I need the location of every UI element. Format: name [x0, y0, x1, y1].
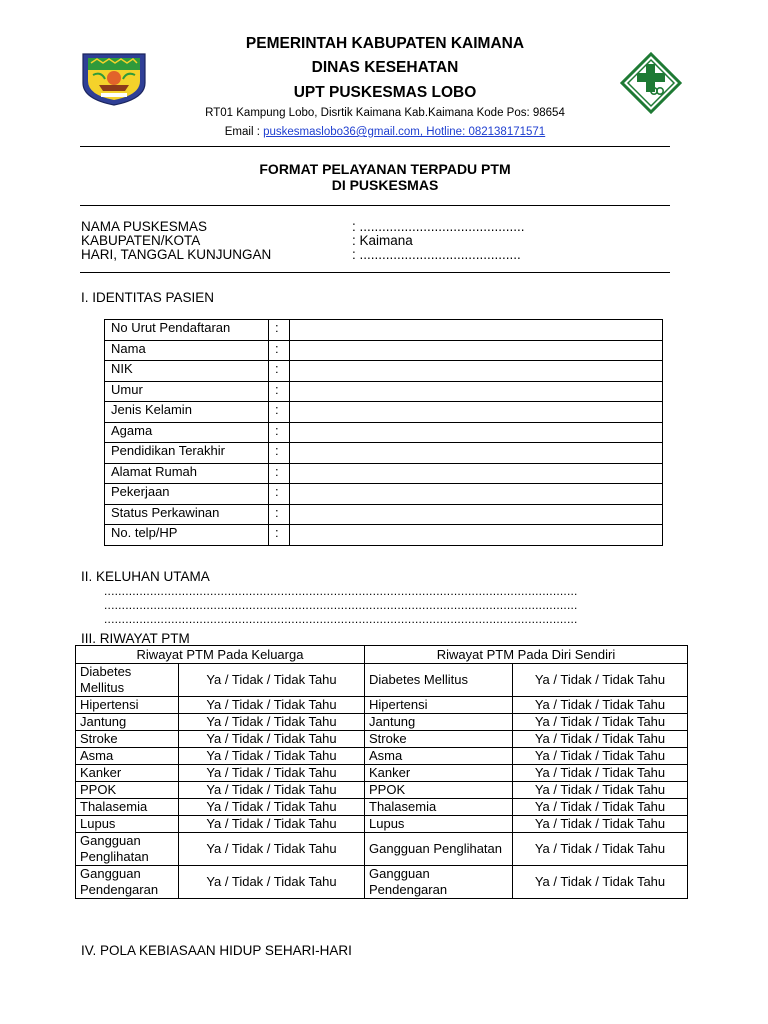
ptm-row [76, 748, 688, 765]
ptm-family-disease: Stroke [76, 731, 179, 748]
identity-separator: : [269, 320, 290, 341]
identity-row [105, 463, 663, 484]
ptm-self-answer[interactable]: Ya / Tidak / Tidak Tahu [513, 799, 688, 816]
identity-separator: : [269, 463, 290, 484]
identity-field-label: Pendidikan Terakhir [105, 443, 269, 464]
identity-field-input[interactable] [290, 402, 663, 423]
ptm-self-answer[interactable]: Ya / Tidak / Tidak Tahu [513, 748, 688, 765]
ptm-self-answer[interactable]: Ya / Tidak / Tidak Tahu [513, 664, 688, 697]
identity-row [105, 381, 663, 402]
header-contact [150, 126, 620, 138]
identity-field-input[interactable] [290, 381, 663, 402]
ptm-family-answer[interactable]: Ya / Tidak / Tidak Tahu [179, 748, 365, 765]
ptm-family-answer[interactable]: Ya / Tidak / Tidak Tahu [179, 816, 365, 833]
ptm-row [76, 664, 688, 697]
identity-field-label: No Urut Pendaftaran [105, 320, 269, 341]
title-divider [80, 205, 670, 206]
ptm-header-self: Riwayat PTM Pada Diri Sendiri [365, 646, 688, 664]
form-title-line2: DI PUSKESMAS [331, 177, 439, 193]
ptm-self-answer[interactable]: Ya / Tidak / Tidak Tahu [513, 816, 688, 833]
ptm-self-answer[interactable]: Ya / Tidak / Tidak Tahu [513, 765, 688, 782]
identity-separator: : [269, 504, 290, 525]
info-value-puskesmas[interactable]: : ............................................ [352, 219, 525, 234]
ptm-self-disease: Gangguan Pendengaran [365, 866, 513, 899]
info-label-tanggal: HARI, TANGGAL KUNJUNGAN [81, 247, 272, 262]
puskesmas-logo [620, 52, 682, 114]
identity-field-input[interactable] [290, 504, 663, 525]
section-identitas-title: I. IDENTITAS PASIEN [81, 290, 215, 305]
ptm-row [76, 782, 688, 799]
ptm-self-answer[interactable]: Ya / Tidak / Tidak Tahu [513, 782, 688, 799]
ptm-self-disease: Kanker [365, 765, 513, 782]
ptm-row [76, 799, 688, 816]
info-divider [80, 272, 670, 273]
ptm-family-disease: Kanker [76, 765, 179, 782]
keluhan-line-3[interactable]: ...................................................................................................................................... [104, 612, 578, 626]
ptm-self-disease: Thalasemia [365, 799, 513, 816]
identity-field-label: Status Perkawinan [105, 504, 269, 525]
identity-field-input[interactable] [290, 484, 663, 505]
identity-separator: : [269, 361, 290, 382]
ptm-family-disease: PPOK [76, 782, 179, 799]
ptm-self-answer[interactable]: Ya / Tidak / Tidak Tahu [513, 866, 688, 899]
identity-separator: : [269, 484, 290, 505]
kaimana-emblem-logo [79, 51, 149, 106]
ptm-family-disease: Gangguan Pendengaran [76, 866, 179, 899]
identity-separator: : [269, 525, 290, 546]
identity-row [105, 504, 663, 525]
header-puskesmas: UPT PUSKESMAS LOBO [293, 84, 477, 101]
identity-separator: : [269, 340, 290, 361]
ptm-self-disease: Gangguan Penglihatan [365, 833, 513, 866]
ptm-family-answer[interactable]: Ya / Tidak / Tidak Tahu [179, 866, 365, 899]
ptm-family-disease: Gangguan Penglihatan [76, 833, 179, 866]
identity-row [105, 361, 663, 382]
form-title-line1: FORMAT PELAYANAN TERPADU PTM [259, 161, 511, 177]
identity-row [105, 422, 663, 443]
ptm-family-disease: Diabetes Mellitus [76, 664, 179, 697]
ptm-family-disease: Asma [76, 748, 179, 765]
ptm-self-answer[interactable]: Ya / Tidak / Tidak Tahu [513, 731, 688, 748]
ptm-family-disease: Jantung [76, 714, 179, 731]
identity-field-label: Jenis Kelamin [105, 402, 269, 423]
email-label: Email : [224, 126, 264, 138]
ptm-family-disease: Thalasemia [76, 799, 179, 816]
ptm-self-disease: Asma [365, 748, 513, 765]
ptm-family-answer[interactable]: Ya / Tidak / Tidak Tahu [179, 833, 365, 866]
info-value-kabupaten[interactable]: : Kaimana [352, 233, 413, 248]
ptm-row [76, 765, 688, 782]
info-value-tanggal[interactable]: : ........................................... [352, 247, 521, 262]
keluhan-line-1[interactable]: ...................................................................................................................................... [104, 584, 578, 598]
info-label-puskesmas: NAMA PUSKESMAS [81, 219, 208, 234]
header-address: RT01 Kampung Lobo, Disrtik Kaimana Kab.Kaimana Kode Pos: 98654 [205, 107, 565, 119]
section-keluhan-title: II. KELUHAN UTAMA [81, 569, 210, 584]
ptm-row [76, 816, 688, 833]
ptm-family-answer[interactable]: Ya / Tidak / Tidak Tahu [179, 765, 365, 782]
ptm-self-answer[interactable]: Ya / Tidak / Tidak Tahu [513, 697, 688, 714]
section-pola-title: IV. POLA KEBIASAAN HIDUP SEHARI-HARI [81, 943, 352, 958]
email-link[interactable]: puskesmaslobo36@gmail.com, Hotline: 082138171571 [263, 126, 546, 138]
ptm-self-disease: Diabetes Mellitus [365, 664, 513, 697]
ptm-header-family: Riwayat PTM Pada Keluarga [76, 646, 365, 664]
identity-separator: : [269, 443, 290, 464]
ptm-family-disease: Hipertensi [76, 697, 179, 714]
ptm-family-disease: Lupus [76, 816, 179, 833]
identity-row [105, 484, 663, 505]
ptm-family-answer[interactable]: Ya / Tidak / Tidak Tahu [179, 697, 365, 714]
identity-field-input[interactable] [290, 525, 663, 546]
info-label-kabupaten: KABUPATEN/KOTA [81, 233, 201, 248]
identity-field-input[interactable] [290, 361, 663, 382]
identity-row [105, 402, 663, 423]
identity-table [104, 319, 663, 546]
section-riwayat-title: III. RIWAYAT PTM [81, 631, 190, 646]
ptm-self-disease: Hipertensi [365, 697, 513, 714]
ptm-self-disease: Jantung [365, 714, 513, 731]
ptm-row [76, 731, 688, 748]
identity-field-label: Nama [105, 340, 269, 361]
identity-separator: : [269, 422, 290, 443]
identity-row [105, 525, 663, 546]
ptm-self-answer[interactable]: Ya / Tidak / Tidak Tahu [513, 714, 688, 731]
header-divider [80, 146, 670, 147]
ptm-family-answer[interactable]: Ya / Tidak / Tidak Tahu [179, 799, 365, 816]
identity-row [105, 320, 663, 341]
ptm-self-disease: Stroke [365, 731, 513, 748]
header-department: DINAS KESEHATAN [311, 59, 459, 76]
ptm-row [76, 697, 688, 714]
identity-field-input[interactable] [290, 340, 663, 361]
identity-field-input[interactable] [290, 443, 663, 464]
identity-separator: : [269, 402, 290, 423]
ptm-row [76, 833, 688, 866]
ptm-family-answer[interactable]: Ya / Tidak / Tidak Tahu [179, 714, 365, 731]
identity-row [105, 340, 663, 361]
identity-field-input[interactable] [290, 320, 663, 341]
ptm-row [76, 714, 688, 731]
keluhan-line-2[interactable]: ...................................................................................................................................... [104, 598, 578, 612]
ptm-row [76, 866, 688, 899]
ptm-self-disease: PPOK [365, 782, 513, 799]
identity-separator: : [269, 381, 290, 402]
identity-field-input[interactable] [290, 422, 663, 443]
ptm-family-answer[interactable]: Ya / Tidak / Tidak Tahu [179, 782, 365, 799]
identity-field-label: Umur [105, 381, 269, 402]
identity-field-label: Alamat Rumah [105, 463, 269, 484]
ptm-self-answer[interactable]: Ya / Tidak / Tidak Tahu [513, 833, 688, 866]
identity-field-label: Pekerjaan [105, 484, 269, 505]
identity-field-input[interactable] [290, 463, 663, 484]
header-government: PEMERINTAH KABUPATEN KAIMANA [245, 35, 525, 52]
identity-field-label: NIK [105, 361, 269, 382]
ptm-self-disease: Lupus [365, 816, 513, 833]
identity-field-label: No. telp/HP [105, 525, 269, 546]
ptm-history-table [75, 645, 688, 899]
identity-field-label: Agama [105, 422, 269, 443]
ptm-family-answer[interactable]: Ya / Tidak / Tidak Tahu [179, 731, 365, 748]
ptm-family-answer[interactable]: Ya / Tidak / Tidak Tahu [179, 664, 365, 697]
identity-row [105, 443, 663, 464]
